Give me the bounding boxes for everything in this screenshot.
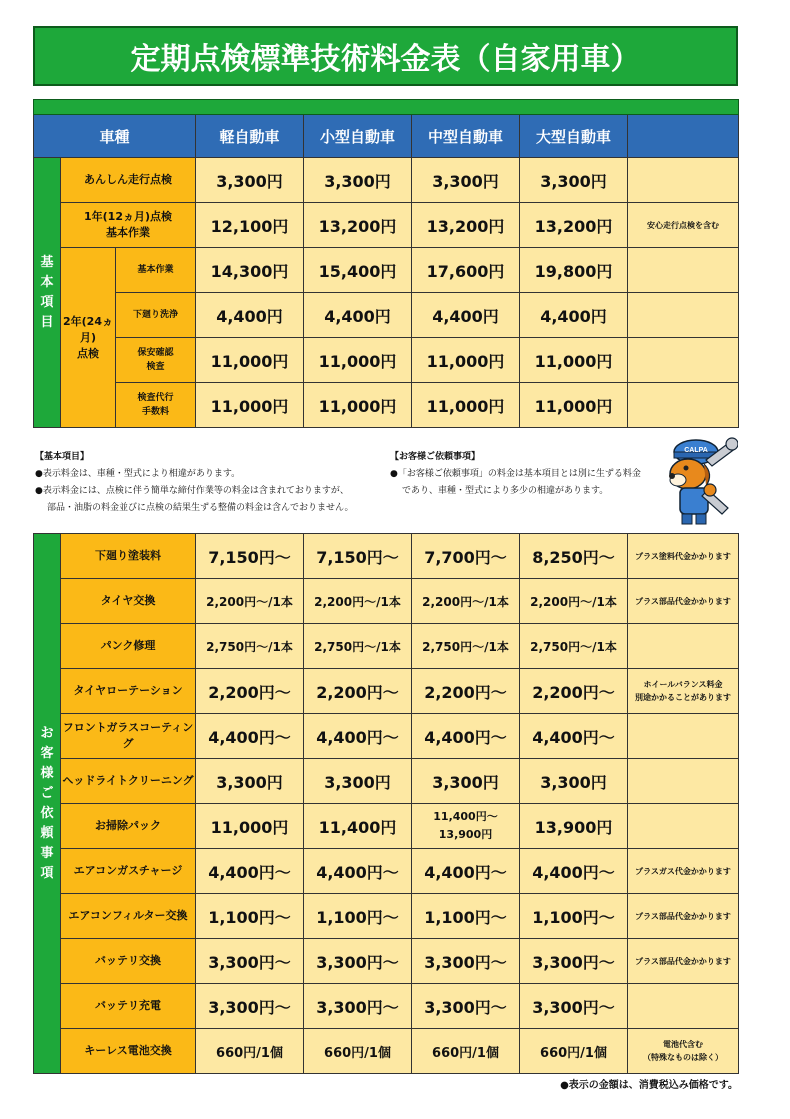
row-note [628,338,739,383]
row-label: あんしん走行点検 [61,158,196,203]
row-two-year-safety [34,338,739,383]
basic-price-table [33,99,739,428]
price-large: 2,200円〜 [520,669,628,714]
price-large: 13,900円 [520,804,628,849]
row-note [628,759,739,804]
price-small: 11,400円 [304,804,412,849]
basic-side-label: 基 本 項 目 [34,158,61,428]
request-info-line: であり、車種・型式により多少の相違があります。 [402,486,609,496]
request-row [34,624,739,669]
price-large: 19,800円 [520,248,628,293]
price-kei: 3,300円〜 [196,984,304,1029]
row-note: ホイールバランス料金 別途かかることがあります [628,669,739,714]
price-small: 3,300円〜 [304,984,412,1029]
row-label: お掃除パック [61,804,196,849]
row-note: プラス塗料代金かかります [628,534,739,579]
price-kei: 12,100円 [196,203,304,248]
request-row [34,1029,739,1074]
row-note [628,714,739,759]
header-car-type: 車種 [34,115,196,158]
row-label: タイヤ交換 [61,579,196,624]
price-small: 2,750円〜/1本 [304,624,412,669]
mascot-cap-text: CALPA [684,447,708,454]
row-anshin [34,158,739,203]
price-kei: 11,000円 [196,338,304,383]
row-note: 電池代含む （特殊なものは除く） [628,1029,739,1074]
request-row [34,579,739,624]
price-medium: 11,000円 [412,338,520,383]
price-medium: 3,300円 [412,759,520,804]
price-large: 8,250円〜 [520,534,628,579]
price-small: 3,300円 [304,158,412,203]
price-large: 11,000円 [520,338,628,383]
price-small: 4,400円〜 [304,849,412,894]
price-kei: 2,200円〜/1本 [196,579,304,624]
price-large: 3,300円〜 [520,984,628,1029]
price-medium: 660円/1個 [412,1029,520,1074]
price-kei: 4,400円〜 [196,849,304,894]
row-label: 検査代行 手数料 [116,383,196,428]
row-note [628,383,739,428]
price-medium: 3,300円 [412,158,520,203]
request-price-table [33,533,739,1074]
row-label: 1年(12ヵ月)点検 基本作業 [61,203,196,248]
price-large: 11,000円 [520,383,628,428]
request-row [34,669,739,714]
row-label: 下廻り洗浄 [116,293,196,338]
price-small: 3,300円 [304,759,412,804]
price-medium: 4,400円 [412,293,520,338]
price-kei: 14,300円 [196,248,304,293]
price-large: 13,200円 [520,203,628,248]
price-kei: 3,300円〜 [196,939,304,984]
price-kei: 11,000円 [196,383,304,428]
price-small: 15,400円 [304,248,412,293]
row-note [628,804,739,849]
price-medium: 2,200円〜/1本 [412,579,520,624]
price-medium: 4,400円〜 [412,849,520,894]
price-large: 4,400円〜 [520,849,628,894]
basic-info-line: 部品・油脂の料金並びに点検の結果生ずる整備の料金は含んでおりません。 [47,503,354,513]
tax-footnote: ●表示の金額は、消費税込み価格です。 [560,1080,738,1091]
price-medium: 4,400円〜 [412,714,520,759]
price-kei: 3,300円 [196,759,304,804]
price-large: 3,300円〜 [520,939,628,984]
row-label: パンク修理 [61,624,196,669]
row-label: キーレス電池交換 [61,1029,196,1074]
row-note: プラス部品代金かかります [628,894,739,939]
row-two-year-wash [34,293,739,338]
price-small: 2,200円〜 [304,669,412,714]
price-kei: 1,100円〜 [196,894,304,939]
request-row [34,759,739,804]
request-row [34,939,739,984]
price-medium: 13,200円 [412,203,520,248]
price-medium: 2,200円〜 [412,669,520,714]
two-year-group-label: 2年(24ヵ月) 点検 [61,248,116,428]
price-small: 7,150円〜 [304,534,412,579]
price-medium: 3,300円〜 [412,939,520,984]
price-medium: 1,100円〜 [412,894,520,939]
row-note: プラス部品代金かかります [628,579,739,624]
row-label: タイヤローテーション [61,669,196,714]
request-row [34,804,739,849]
price-medium: 7,700円〜 [412,534,520,579]
price-medium: 3,300円〜 [412,984,520,1029]
price-medium: 11,000円 [412,383,520,428]
top-green-bar [34,100,739,115]
request-info-heading: 【お客様ご依頼事項】 [390,452,481,462]
header-row [34,115,739,158]
price-small: 3,300円〜 [304,939,412,984]
price-large: 2,750円〜/1本 [520,624,628,669]
price-large: 3,300円 [520,759,628,804]
row-note: 安心走行点検を含む [628,203,739,248]
price-kei: 2,750円〜/1本 [196,624,304,669]
price-small: 2,200円〜/1本 [304,579,412,624]
request-row [34,894,739,939]
basic-info-line: ●表示料金には、点検に伴う簡単な締付作業等の料金は含まれておりますが、 [35,486,349,496]
row-note [628,624,739,669]
row-two-year-basic [34,248,739,293]
price-kei: 4,400円 [196,293,304,338]
row-label: バッテリ充電 [61,984,196,1029]
price-large: 4,400円〜 [520,714,628,759]
request-side-label: お 客 様 ご 依 頼 事 項 [34,534,61,1074]
header-large: 大型自動車 [520,115,628,158]
request-row [34,534,739,579]
price-large: 1,100円〜 [520,894,628,939]
price-large: 660円/1個 [520,1029,628,1074]
price-kei: 4,400円〜 [196,714,304,759]
basic-info-heading: 【基本項目】 [35,452,90,462]
row-one-year [34,203,739,248]
header-small: 小型自動車 [304,115,412,158]
row-label: エアコンフィルター交換 [61,894,196,939]
price-small: 11,000円 [304,338,412,383]
price-kei: 3,300円 [196,158,304,203]
basic-info-line: ●表示料金は、車種・型式により相違があります。 [35,469,241,479]
row-label: 基本作業 [116,248,196,293]
row-label: バッテリ交換 [61,939,196,984]
row-two-year-agency [34,383,739,428]
price-kei: 660円/1個 [196,1029,304,1074]
price-large: 4,400円 [520,293,628,338]
price-medium: 17,600円 [412,248,520,293]
header-notes [628,115,739,158]
request-info-block [390,449,655,500]
price-kei: 7,150円〜 [196,534,304,579]
request-row [34,849,739,894]
price-kei: 2,200円〜 [196,669,304,714]
mechanic-dog-wrench-icon [648,430,738,526]
row-note [628,984,739,1029]
price-medium: 11,400円〜 13,900円 [412,804,520,849]
price-small: 660円/1個 [304,1029,412,1074]
price-small: 11,000円 [304,383,412,428]
row-note: プラス部品代金かかります [628,939,739,984]
row-note: プラスガス代金かかります [628,849,739,894]
header-kei: 軽自動車 [196,115,304,158]
price-small: 1,100円〜 [304,894,412,939]
row-label: ヘッドライトクリーニング [61,759,196,804]
price-small: 13,200円 [304,203,412,248]
price-kei: 11,000円 [196,804,304,849]
price-large: 3,300円 [520,158,628,203]
row-label: フロントガラスコーティング [61,714,196,759]
row-note [628,158,739,203]
row-note [628,293,739,338]
row-label: 保安確認 検査 [116,338,196,383]
page-title: 定期点検標準技術料金表（自家用車） [33,26,738,86]
price-large: 2,200円〜/1本 [520,579,628,624]
row-label: エアコンガスチャージ [61,849,196,894]
request-info-line: ●「お客様ご依頼事項」の料金は基本項目とは別に生ずる料金 [390,469,641,479]
price-medium: 2,750円〜/1本 [412,624,520,669]
row-note [628,248,739,293]
price-small: 4,400円〜 [304,714,412,759]
header-medium: 中型自動車 [412,115,520,158]
request-row [34,984,739,1029]
price-small: 4,400円 [304,293,412,338]
row-label: 下廻り塗装料 [61,534,196,579]
basic-info-block [35,449,385,517]
request-row [34,714,739,759]
